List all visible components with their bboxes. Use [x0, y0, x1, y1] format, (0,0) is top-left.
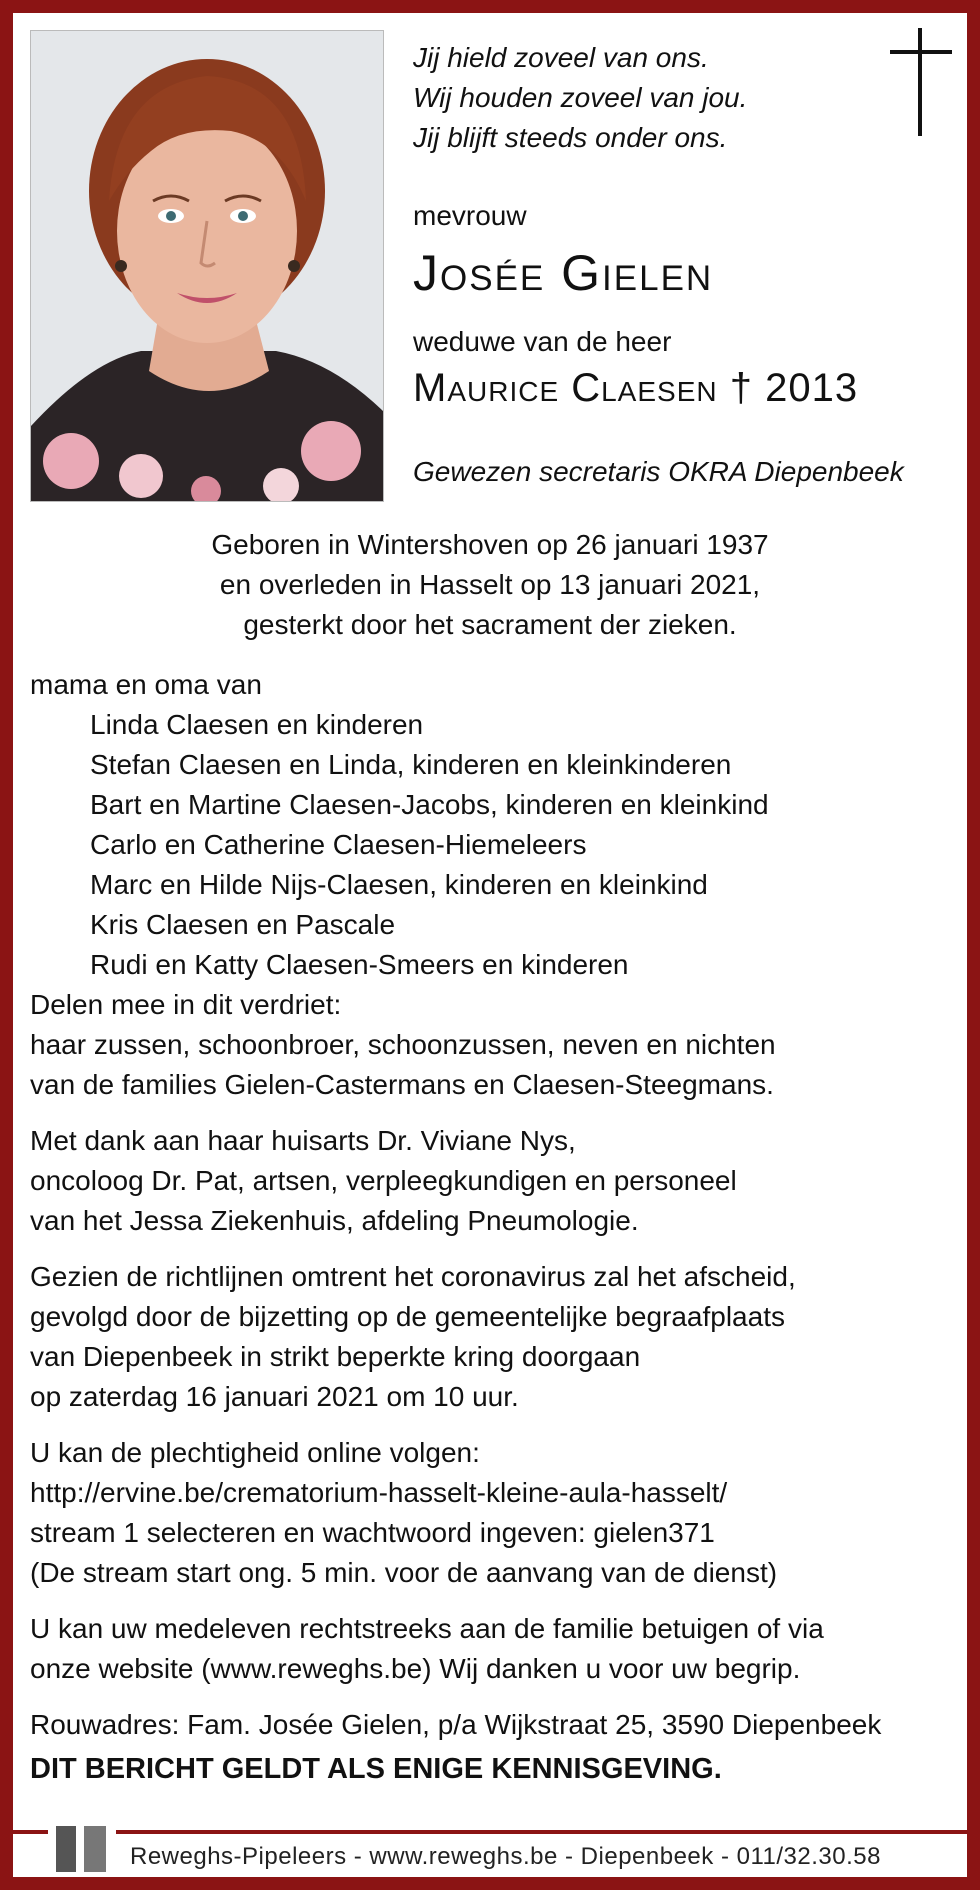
poem-line: Jij blijft steeds onder ons.: [413, 122, 728, 153]
online-line: U kan de plechtigheid online volgen:: [30, 1437, 480, 1468]
poem-line: Jij hield zoveel van ons.: [413, 42, 709, 73]
poem-line: Wij houden zoveel van jou.: [413, 82, 748, 113]
family-member: Linda Claesen en kinderen: [90, 709, 424, 740]
ceremony-line: Gezien de richtlijnen omtrent het coronavirus zal het afscheid,: [30, 1261, 796, 1292]
family-member: Kris Claesen en Pascale: [90, 909, 396, 940]
online-line: (De stream start ong. 5 min. voor de aanvang van de dienst): [30, 1557, 778, 1588]
title-label: mevrouw: [413, 200, 527, 231]
notice-line: DIT BERICHT GELDT ALS ENIGE KENNISGEVING.: [30, 1753, 722, 1785]
condolence-line: U kan uw medeleven rechtstreeks aan de familie betuigen of via: [30, 1613, 824, 1644]
family-member: Carlo en Catherine Claesen-Hiemeleers: [90, 829, 587, 860]
ceremony-line: op zaterdag 16 januari 2021 om 10 uur.: [30, 1381, 519, 1412]
thanks-line: van het Jessa Ziekenhuis, afdeling Pneumologie.: [30, 1205, 639, 1236]
poem: [413, 38, 747, 158]
online-line: stream 1 selecteren en wachtwoord ingeven: gielen371: [30, 1517, 715, 1548]
family-member: Stefan Claesen en Linda, kinderen en kleinkinderen: [90, 749, 732, 780]
husband-name: Maurice Claesen † 2013: [413, 366, 859, 410]
share-line: Delen mee in dit verdriet:: [30, 989, 342, 1020]
family-member: Marc en Hilde Nijs-Claesen, kinderen en kleinkind: [90, 869, 708, 900]
family-member: Bart en Martine Claesen-Jacobs, kinderen en kleinkind: [90, 789, 769, 820]
role-line: Gewezen secretaris OKRA Diepenbeek: [413, 456, 904, 487]
death-line: en overleden in Hasselt op 13 januari 2021,: [219, 569, 761, 600]
thanks-line: Met dank aan haar huisarts Dr. Viviane Nys,: [30, 1125, 576, 1156]
deceased-name: Josée Gielen: [413, 245, 714, 301]
birth-death-info: [30, 525, 950, 645]
share-line: haar zussen, schoonbroer, schoonzussen, neven en nichten: [30, 1029, 776, 1060]
portrait-photo: [30, 30, 384, 502]
stream-link[interactable]: http://ervine.be/crematorium-hasselt-kleine-aula-hasselt/: [30, 1477, 728, 1508]
family-intro: mama en oma van: [30, 669, 262, 700]
obituary-body: [30, 665, 960, 1789]
widow-label: weduwe van de heer: [413, 326, 672, 357]
share-line: van de families Gielen-Castermans en Claesen-Steegmans.: [30, 1069, 774, 1100]
funeral-home-logo-icon: [48, 1824, 116, 1874]
birth-line: Geboren in Wintershoven op 26 januari 1937: [211, 529, 769, 560]
ceremony-line: gevolgd door de bijzetting op de gemeentelijke begraafplaats: [30, 1301, 785, 1332]
family-member: Rudi en Katty Claesen-Smeers en kinderen: [90, 949, 629, 980]
footer-divider: [13, 1830, 967, 1834]
sacrament-line: gesterkt door het sacrament der zieken.: [243, 609, 737, 640]
mourning-address: Rouwadres: Fam. Josée Gielen, p/a Wijkstraat 25, 3590 Diepenbeek: [30, 1709, 882, 1740]
thanks-line: oncoloog Dr. Pat, artsen, verpleegkundigen en personeel: [30, 1165, 737, 1196]
ceremony-line: van Diepenbeek in strikt beperkte kring doorgaan: [30, 1341, 641, 1372]
cross-icon: [890, 28, 952, 136]
funeral-home-footer: Reweghs-Pipeleers - www.reweghs.be - Diepenbeek - 011/32.30.58: [130, 1843, 881, 1870]
condolence-line: onze website (www.reweghs.be) Wij danken u voor uw begrip.: [30, 1653, 801, 1684]
